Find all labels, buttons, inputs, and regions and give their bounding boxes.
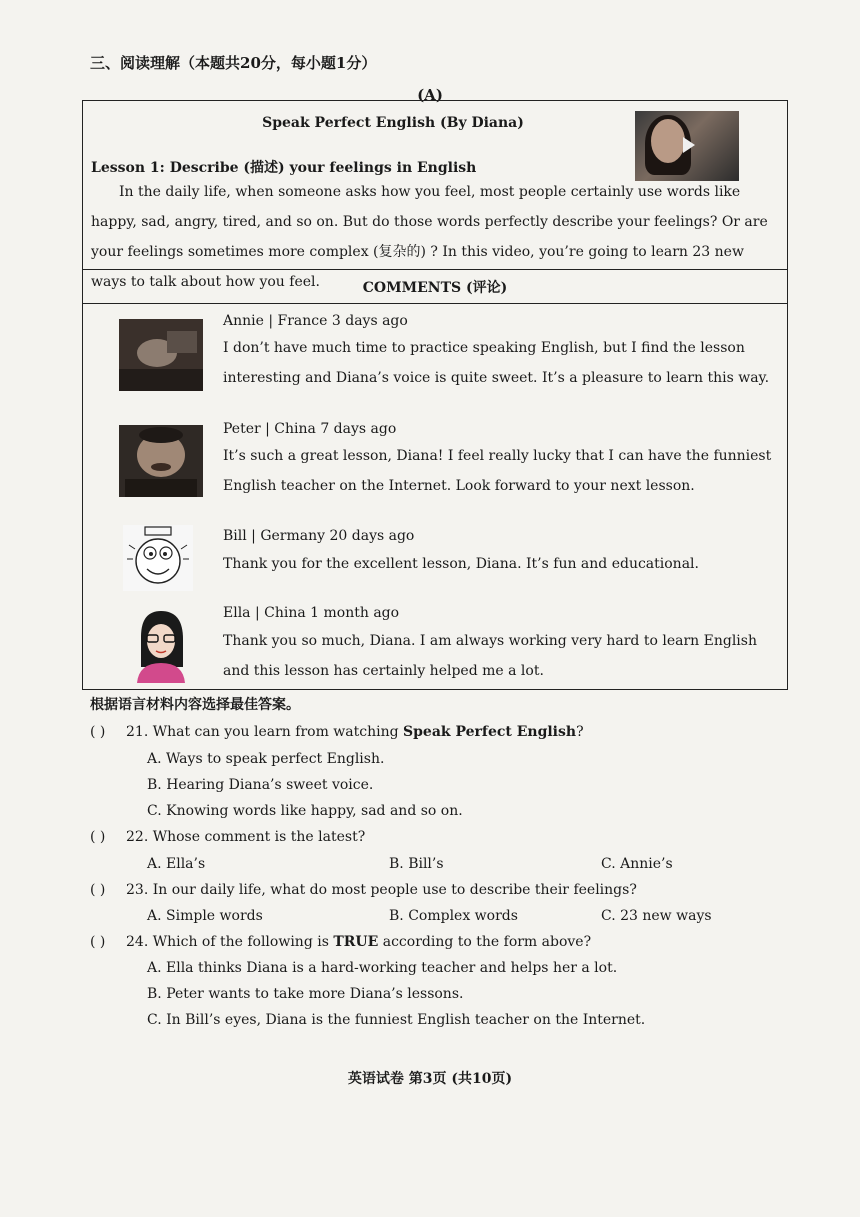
- comment-text: Thank you for the excellent lesson, Diana. It’s fun and educational.: [223, 556, 699, 572]
- presenter-face: [651, 119, 685, 163]
- passage-label: (A): [417, 86, 443, 104]
- comment-text: I don’t have much time to practice speaking English, but I find the lesson interesting and Diana’s voice is quite sweet. It’s a pleasure to learn this way.: [223, 340, 770, 386]
- page-footer: 英语试卷 第3页 (共10页): [347, 1071, 513, 1087]
- questions-instruction: 根据语言材料内容选择最佳答案。: [90, 697, 300, 713]
- video-thumbnail[interactable]: [635, 111, 739, 181]
- play-icon[interactable]: [683, 137, 695, 153]
- answer-blank[interactable]: ( ): [90, 934, 106, 950]
- option-23a: A. Simple words: [147, 908, 263, 924]
- comment-text: It’s such a great lesson, Diana! I feel really lucky that I can have the funniest English teacher on the Internet. Look forward to your next lesson.: [223, 448, 772, 494]
- lesson-title: Lesson 1: Describe (描述) your feelings in English: [91, 160, 477, 176]
- question-24: ( ) 24. Which of the following is TRUE according to the form above?: [90, 934, 592, 950]
- avatar-ella: [133, 607, 189, 683]
- option-21c: C. Knowing words like happy, sad and so on.: [147, 803, 463, 819]
- comment-author: Peter | China 7 days ago: [223, 421, 397, 437]
- answer-blank[interactable]: ( ): [90, 829, 106, 845]
- lesson-body: In the daily life, when someone asks how you feel, most people certainly use words like happy, sad, angry, tired, and so on. But do those words perfectly describe your feelings? Or are your feelings sometimes more complex (复杂的) ? In this video, you’re going to learn 23 new ways to talk about how you feel.: [91, 184, 768, 290]
- comment-author: Bill | Germany 20 days ago: [223, 528, 415, 544]
- avatar-bill: [123, 525, 193, 591]
- comment-author: Ella | China 1 month ago: [223, 605, 400, 621]
- option-23c: C. 23 new ways: [601, 908, 712, 924]
- option-24a: A. Ella thinks Diana is a hard-working teacher and helps her a lot.: [147, 960, 618, 976]
- avatar-annie: [119, 319, 203, 391]
- question-21: ( ) 21. What can you learn from watching Speak Perfect English?: [90, 724, 584, 740]
- table-divider: [83, 269, 787, 270]
- video-title: Speak Perfect English (By Diana): [262, 115, 524, 131]
- answer-blank[interactable]: ( ): [90, 724, 106, 740]
- option-24c: C. In Bill’s eyes, Diana is the funniest English teacher on the Internet.: [147, 1012, 646, 1028]
- option-21b: B. Hearing Diana’s sweet voice.: [147, 777, 374, 793]
- option-24b: B. Peter wants to take more Diana’s lessons.: [147, 986, 464, 1002]
- reading-material-table: [82, 100, 788, 690]
- option-22c: C. Annie’s: [601, 856, 673, 872]
- comment-author: Annie | France 3 days ago: [223, 313, 408, 329]
- option-23b: B. Complex words: [389, 908, 518, 924]
- table-divider: [83, 303, 787, 304]
- avatar-peter: [119, 425, 203, 497]
- question-23: ( ) 23. In our daily life, what do most people use to describe their feelings?: [90, 882, 637, 898]
- option-21a: A. Ways to speak perfect English.: [147, 751, 385, 767]
- comment-text: Thank you so much, Diana. I am always working very hard to learn English and this lesson has certainly helped me a lot.: [223, 633, 757, 679]
- option-22b: B. Bill’s: [389, 856, 444, 872]
- question-22: ( ) 22. Whose comment is the latest?: [90, 829, 366, 845]
- answer-blank[interactable]: ( ): [90, 882, 106, 898]
- comments-title: COMMENTS (评论): [362, 280, 508, 296]
- section-title: 三、阅读理解（本题共20分，每小题1分）: [90, 54, 377, 72]
- option-22a: A. Ella’s: [147, 856, 206, 872]
